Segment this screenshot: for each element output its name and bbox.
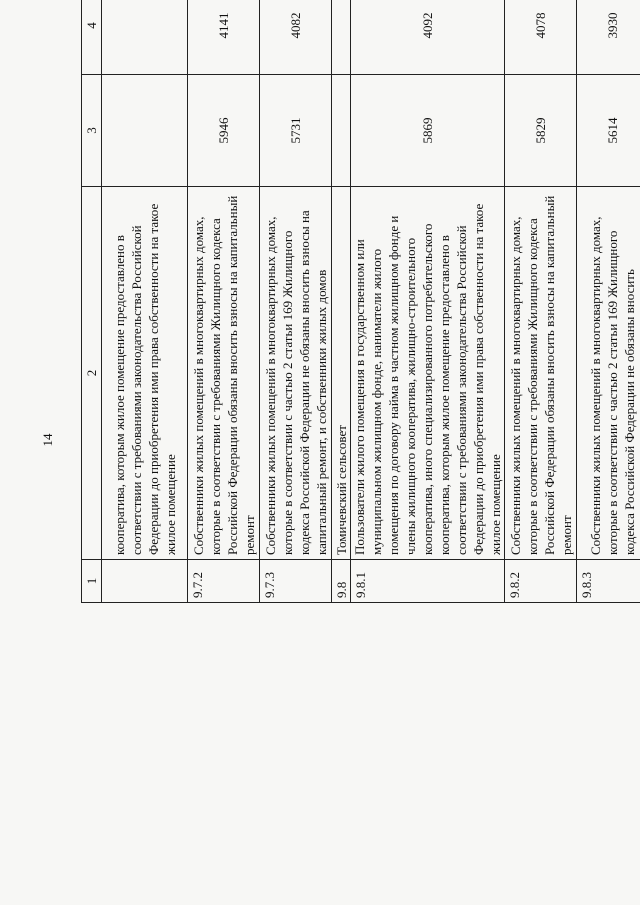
row-value-col4: 4141	[188, 0, 260, 75]
row-value-col3: 5946	[188, 75, 260, 187]
row-value-col4	[332, 0, 351, 75]
header-cell: 3	[82, 75, 102, 187]
rotated-page-content	[81, 0, 640, 603]
row-value-col4	[102, 0, 188, 75]
row-description: Собственники жилых помещений в многоквартирных домах, которые в соответствии с частью 2 статьи 169 Жилищного кодекса Российской Федерации не обязаны вносить	[577, 187, 640, 560]
table-row	[102, 0, 188, 603]
table-frame	[81, 12, 640, 869]
table-row	[505, 0, 577, 603]
row-description: Собственники жилых помещений в многоквартирных домах, которые в соответствии с требованиями Жилищного кодекса Российской Федерации обязаны вносить взносы на капитальный ремонт	[505, 187, 577, 560]
row-value-col3: 5869	[351, 75, 505, 187]
row-value-col3: 5829	[505, 75, 577, 187]
page-number: 14	[40, 433, 55, 447]
row-code	[102, 560, 188, 603]
row-code: 9.7.2	[188, 560, 260, 603]
row-value-col3	[102, 75, 188, 187]
header-cell: 4	[82, 0, 102, 75]
row-code: 9.8.3	[577, 560, 640, 603]
row-description: Собственники жилых помещений в многоквартирных домах, которые в соответствии с требованиями Жилищного кодекса Российской Федерации обязаны вносить взносы на капитальный ремонт	[188, 187, 260, 560]
row-value-col4: 3930	[577, 0, 640, 75]
table-row	[260, 0, 332, 603]
tariff-table	[81, 0, 640, 603]
table-row	[332, 0, 351, 603]
table-row	[577, 0, 640, 603]
row-code: 9.8.2	[505, 560, 577, 603]
row-value-col3: 5614	[577, 75, 640, 187]
row-description: Пользователи жилого помещения в государственном или муниципальном жилищном фонде, наниматели жилого помещения по договору найма в частном жилищном фонде и члены жилищного кооператива, жилищно-строительного кооператива, иного специализированного потребительского кооператива, которым жилое помещение предоставлено в соответствии с требованиями законодательства Российской Федерации до приобретения ими права собственности на такое жилое помещение	[351, 187, 505, 560]
row-value-col4: 4078	[505, 0, 577, 75]
header-cell: 2	[82, 187, 102, 560]
row-value-col4: 4082	[260, 0, 332, 75]
row-value-col4: 4092	[351, 0, 505, 75]
row-code: 9.8.1	[351, 560, 505, 603]
row-code: 9.7.3	[260, 560, 332, 603]
row-value-col3	[332, 75, 351, 187]
row-code: 9.8	[332, 560, 351, 603]
table-row	[188, 0, 260, 603]
row-description: Собственники жилых помещений в многоквартирных домах, которые в соответствии с частью 2 статьи 169 Жилищного кодекса Российской Федерации не обязаны вносить взносы на капитальный ремонт, и собственники жилых домов	[260, 187, 332, 560]
header-cell: 1	[82, 560, 102, 603]
table-row	[351, 0, 505, 603]
header-row	[82, 0, 102, 603]
row-description: кооператива, которым жилое помещение предоставлено в соответствии с требованиями законодательства Российской Федерации до приобретения ими права собственности на такое жилое помещение	[102, 187, 188, 560]
row-description: Томичевский сельсовет	[332, 187, 351, 560]
row-value-col3: 5731	[260, 75, 332, 187]
